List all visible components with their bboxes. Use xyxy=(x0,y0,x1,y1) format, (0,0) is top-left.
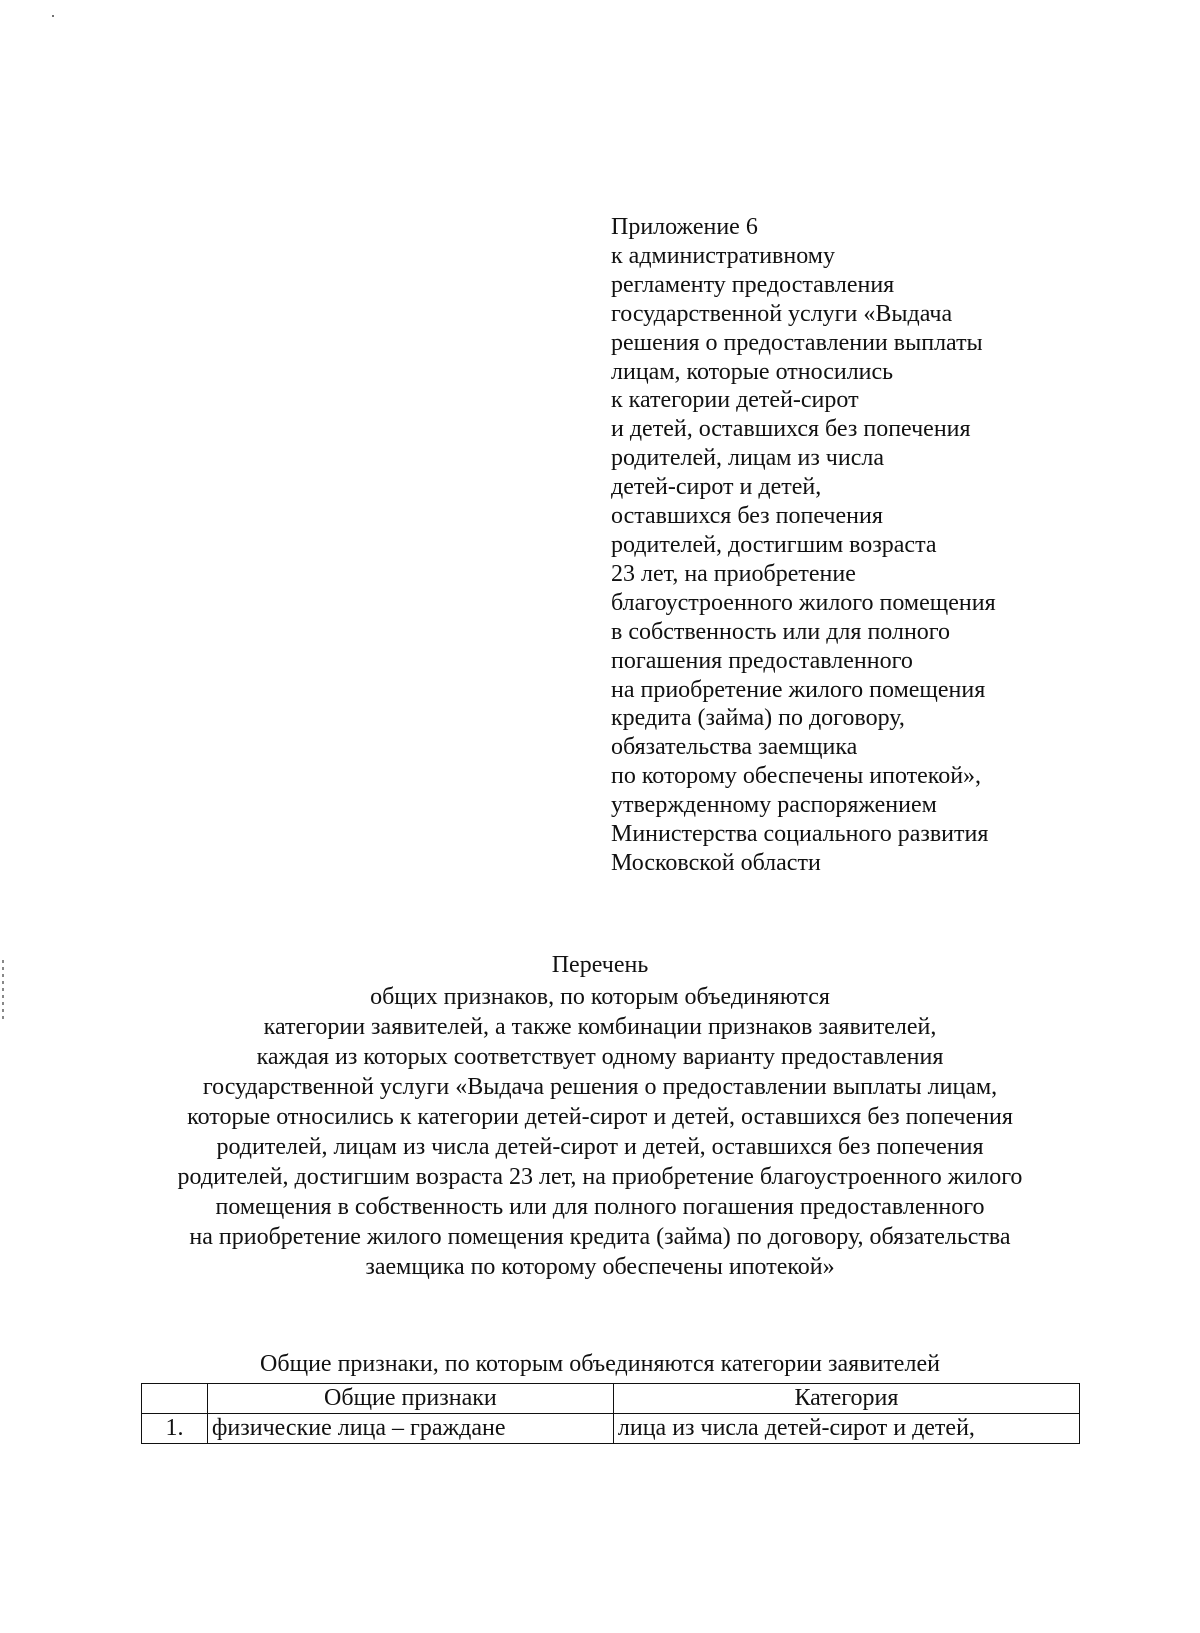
appendix-line: государственной услуги «Выдача xyxy=(611,300,953,327)
title-line: которые относились к категории детей-сирот и детей, оставшихся без попечения xyxy=(187,1104,1013,1130)
appendix-line: 23 лет, на приобретение xyxy=(611,560,856,587)
row-signs: физические лица – граждане xyxy=(207,1414,613,1444)
appendix-line: по которому обеспечены ипотекой», xyxy=(611,763,982,790)
title-line: родителей, достигшим возраста 23 лет, на приобретение благоустроенного жилого xyxy=(177,1164,1023,1190)
appendix-line: оставшихся без попечения xyxy=(611,503,883,530)
title-line: помещения в собственность или для полного погашения предоставленного xyxy=(215,1194,985,1220)
row-category: лица из числа детей-сирот и детей, xyxy=(613,1414,1079,1444)
appendix-line: родителей, достигшим возраста xyxy=(611,531,937,558)
scan-speck xyxy=(52,15,54,17)
appendix-line: Московской области xyxy=(611,849,821,876)
scan-edge-mark xyxy=(2,960,4,1020)
appendix-line: детей-сирот и детей, xyxy=(611,474,822,501)
appendix-line: в собственность или для полного xyxy=(611,618,951,645)
header-category: Категория xyxy=(613,1384,1079,1414)
appendix-line: лицам, которые относились xyxy=(611,358,894,385)
title-line: родителей, лицам из числа детей-сирот и детей, оставшихся без попечения xyxy=(216,1134,984,1160)
appendix-line: погашения предоставленного xyxy=(611,647,913,674)
appendix-line: кредита (займа) по договору, xyxy=(611,705,905,732)
table-header-row xyxy=(142,1384,1080,1414)
appendix-line: Министерства социального развития xyxy=(611,821,989,848)
appendix-line: благоустроенного жилого помещения xyxy=(611,589,996,616)
header-number xyxy=(142,1384,208,1414)
title-line: общих признаков, по которым объединяются xyxy=(370,984,830,1010)
title-line: на приобретение жилого помещения кредита (займа) по договору, обязательства xyxy=(189,1224,1011,1250)
title-heading: Перечень xyxy=(551,952,649,978)
appendix-line: родителей, лицам из числа xyxy=(611,445,884,472)
appendix-line: Приложение 6 xyxy=(611,214,758,240)
appendix-line: утвержденному распоряжением xyxy=(611,792,937,819)
header-signs: Общие признаки xyxy=(207,1384,613,1414)
appendix-line: и детей, оставшихся без попечения xyxy=(611,416,971,443)
appendix-line: обязательства заемщика xyxy=(611,734,858,761)
row-number: 1. xyxy=(142,1414,208,1444)
appendix-block xyxy=(611,213,1091,878)
title-line: государственной услуги «Выдача решения о предоставлении выплаты лицам, xyxy=(202,1074,998,1100)
appendix-line: на приобретение жилого помещения xyxy=(611,676,986,703)
title-line: заемщика по которому обеспечены ипотекой» xyxy=(365,1254,835,1280)
title-line: категории заявителей, а также комбинации признаков заявителей, xyxy=(263,1014,937,1040)
table-row xyxy=(142,1414,1080,1444)
criteria-table xyxy=(141,1383,1080,1444)
title-line: каждая из которых соответствует одному варианту предоставления xyxy=(256,1044,944,1070)
table-caption: Общие признаки, по которым объединяются категории заявителей xyxy=(260,1351,940,1377)
document-title xyxy=(100,950,1100,1282)
appendix-line: к категории детей-сирот xyxy=(611,387,859,414)
appendix-line: регламенту предоставления xyxy=(611,271,895,298)
appendix-line: решения о предоставлении выплаты xyxy=(611,329,983,356)
appendix-line: к административному xyxy=(611,242,835,269)
